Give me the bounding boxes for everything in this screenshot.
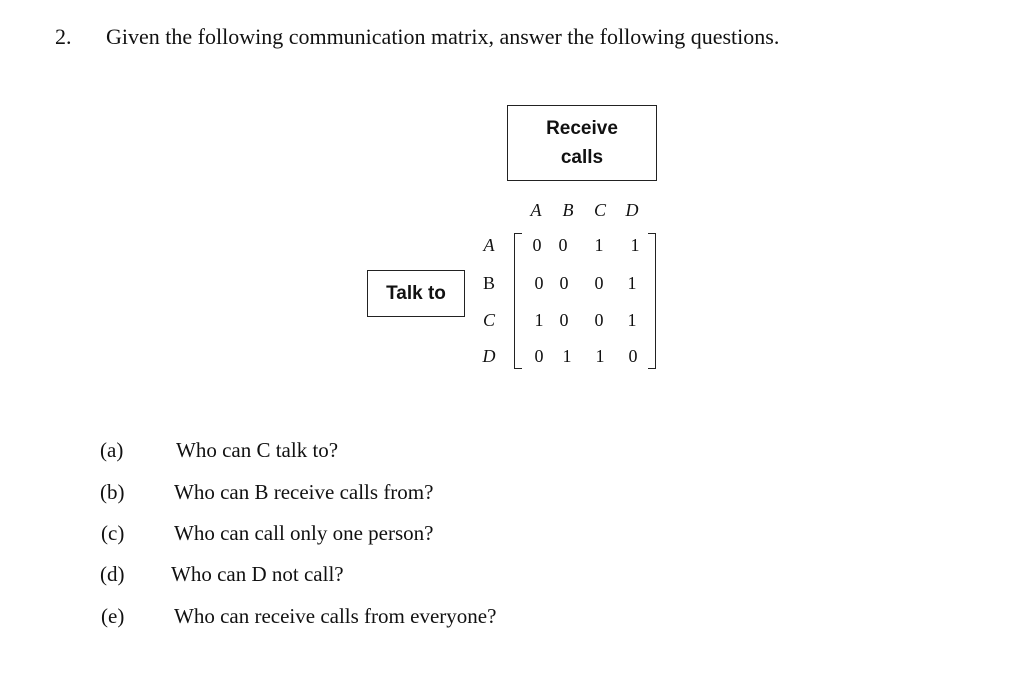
matrix-cell: 1: [562, 346, 572, 366]
question-text: Given the following communication matrix, answer the following questions.: [106, 24, 780, 49]
matrix-cell: 1: [534, 310, 544, 330]
matrix-cell: 0: [559, 273, 569, 293]
matrix-row-label: B: [482, 273, 495, 293]
matrix-row-label: A: [483, 235, 495, 255]
subquestion-label: (b): [100, 480, 125, 504]
subquestion-text: Who can receive calls from everyone?: [174, 604, 497, 628]
matrix-column-label: B: [562, 200, 574, 220]
question-number: 2.: [55, 24, 72, 49]
matrix-row-label: D: [482, 346, 496, 366]
subquestion-text: Who can C talk to?: [176, 438, 339, 462]
matrix-cell: 0: [534, 273, 544, 293]
receive-calls-line1: Receive: [546, 118, 618, 139]
receive-calls-line2: calls: [560, 147, 604, 168]
receive-calls-box: [507, 105, 657, 181]
subquestion-label: (c): [101, 521, 125, 545]
matrix-cell: 0: [559, 310, 569, 330]
matrix-right-bracket: [648, 233, 656, 369]
subquestion-label: (d): [100, 562, 125, 586]
matrix-column-label: C: [593, 200, 606, 220]
matrix-column-label: D: [625, 200, 639, 220]
matrix-row-label: C: [482, 310, 495, 330]
matrix-cell: 0: [594, 310, 604, 330]
matrix-column-label: A: [530, 200, 542, 220]
subquestion-text: Who can B receive calls from?: [174, 480, 434, 504]
subquestion-text: Who can D not call?: [171, 562, 344, 586]
talk-to-box: Talk to: [367, 270, 465, 317]
matrix-cell: 1: [630, 235, 640, 255]
matrix-cell: 0: [558, 235, 568, 255]
subquestion-label: (a): [100, 438, 124, 462]
subquestion-label: (e): [101, 604, 125, 628]
subquestion-text: Who can call only one person?: [174, 521, 434, 545]
matrix-cell: 1: [594, 235, 604, 255]
matrix-left-bracket: [514, 233, 522, 369]
matrix-cell: 1: [627, 273, 637, 293]
matrix-cell: 0: [532, 235, 542, 255]
matrix-cell: 1: [595, 346, 605, 366]
matrix-cell: 0: [534, 346, 544, 366]
matrix-cell: 0: [594, 273, 604, 293]
matrix-cell: 0: [628, 346, 638, 366]
matrix-cell: 1: [627, 310, 637, 330]
